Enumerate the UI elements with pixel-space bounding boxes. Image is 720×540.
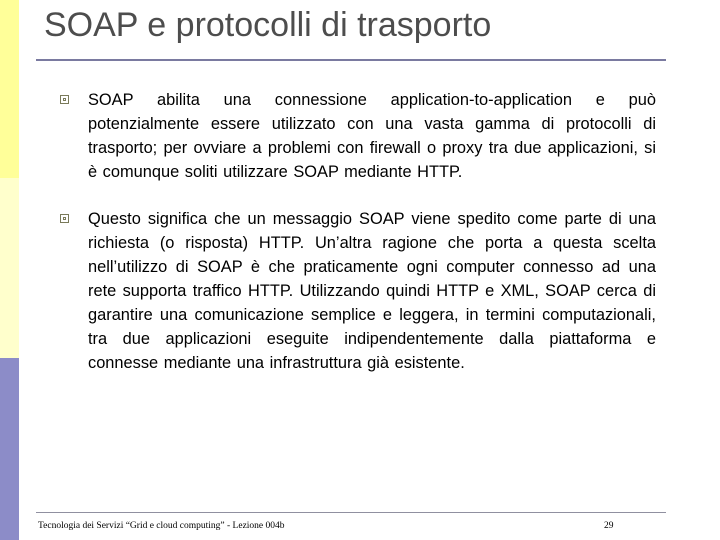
bullet-item bbox=[60, 88, 656, 184]
footer-divider bbox=[36, 512, 666, 513]
square-bullet-icon bbox=[60, 95, 69, 104]
slide-title: SOAP e protocolli di trasporto bbox=[44, 6, 492, 44]
sidebar-segment-top bbox=[0, 0, 19, 178]
title-divider bbox=[36, 59, 666, 61]
bullet-text: Questo significa che un messaggio SOAP viene spedito come parte di una richiesta (o risposta) HTTP. Un’altra ragione che porta a questa scelta nell’utilizzo di SOAP è che praticamente ogni computer connesso ad una rete supporta traffico HTTP. Utilizzando quindi HTTP e XML, SOAP cerca di garantire una comunicazione semplice e leggera, in termini computazionali, tra due applicazioni eseguite indipendentemente dalla piattaforma e connesse mediante una infrastruttura già esistente. bbox=[88, 210, 656, 372]
page-number: 29 bbox=[604, 521, 614, 531]
sidebar-decoration bbox=[0, 0, 19, 540]
sidebar-segment-middle bbox=[0, 178, 19, 358]
bullet-list bbox=[60, 88, 656, 398]
sidebar-segment-bottom bbox=[0, 358, 19, 540]
bullet-item bbox=[60, 207, 656, 375]
bullet-text: SOAP abilita una connessione application-to-application e può potenzialmente essere utilizzato con una vasta gamma di protocolli di trasporto; per ovviare a problemi con firewall o proxy tra due applicazioni, si è comunque soliti utilizzare SOAP mediante HTTP. bbox=[88, 91, 656, 181]
footer-text: Tecnologia dei Servizi “Grid e cloud computing” - Lezione 004b bbox=[38, 521, 285, 531]
square-bullet-icon bbox=[60, 214, 69, 223]
